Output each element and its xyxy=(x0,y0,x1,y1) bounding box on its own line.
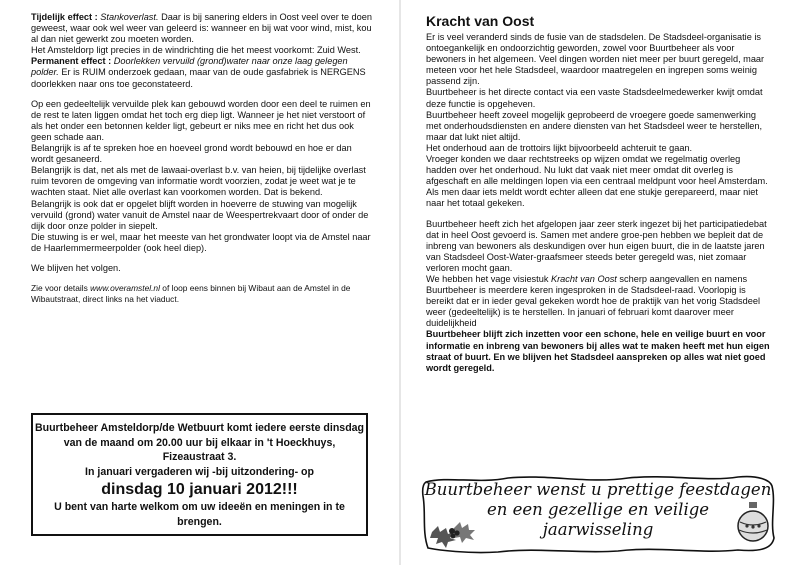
meeting-date: dinsdag 10 januari 2012!!! xyxy=(101,481,298,499)
vision-paragraph: We hebben het vage visiestuk Kracht van Oost scherp aangevallen en namens Buurtbeheer is meerdere keren ingesproken in de Stadsdeel-raad. Voorlopig is bereikt dat er in ieder geval gekeken wordt hoe de praktijk van het vorig Stadsdeel weer (gedeeltelijk) is te herstellen. In januari of februari komt daarover meer duidelijkheid xyxy=(426,273,761,329)
cooperation-paragraph: Buurtbeheer heeft zoveel mogelijk geprobeerd de vroegere goede samenwerking met onderhoudsdiensten en andere diensten van het Stadsdeel weer te herstellen, maar dat lukt niet altijd. xyxy=(426,109,763,142)
right-column xyxy=(426,12,770,374)
permanent-effect-paragraph: Permanent effect : Doorlekken vervuild (grond)water naar onze laag gelegen polder. Er is RUIM onderzoek gedaan, maar van de oude gasfabriek is NERGENS doorlekken naar ons toe geconstateerd. xyxy=(31,56,366,89)
reporting-paragraph: Vroeger konden we daar rechtstreeks op wijzen omdat we regelmatig overleg hadden over het onderhoud. Nu lukt dat vaak niet meer omdat dit overleg is afgeschaft en alle meldingen lopen via een centraal meldpunt voor heel Amsterdam. Als men daar iets meldt wordt echter alleen dat ene stukje gerepareerd, maar niet naar het totaal gekeken. xyxy=(426,154,768,209)
fusion-paragraph: Er is veel veranderd sinds de fusie van de stadsdelen. De Stadsdeel-organisatie is ontoegankelijk en ondoorzichtig geworden, zowel voor Buurtbeheer als voor bewoners in het algemeen. Veel dingen worden niet meer per buurt geregeld, maar meteen voor het hele Stadsdeel, waardoor maatregelen en ingrepen soms weinig passend zijn. xyxy=(426,32,765,87)
holiday-greeting: Buurtbeheer wenst u prettige feestdagen en een gezellige en veilige jaarwisseling xyxy=(424,480,772,539)
meeting-schedule-text: Buurtbeheer Amsteldorp/de Wetbuurt komt iedere eerste dinsdag van de maand om 20.00 uur bij elkaar in 't Hoeckhuys, Fizeaustraat 3. xyxy=(34,422,365,464)
contact-paragraph: Buurtbeheer is het directe contact via een vaste Stadsdeelmedewerker kwijt omdat deze functie is opgeheven. xyxy=(426,87,763,109)
wind-paragraph: Het Amsteldorp ligt precies in de windrichting die het meest voorkomt: Zuid West. xyxy=(31,45,361,56)
information-paragraph: Belangrijk is dat, net als met de lawaai-overlast b.v. van heien, bij tijdelijke overlast ruim tevoren de omgeving van informatie wordt voorzien, zodat je weet wat je te wachten staat. Niet alle overlast kan voorkomen worden. Dat is bekend. xyxy=(31,165,366,198)
temporary-effect-paragraph: Tijdelijk effect : Stankoverlast. Daar is bij sanering elders in Oost veel over te doen geweest, waar ook wel weer van geleerd is: wanneer en bij wat voor wind, mist, kou al dan niet gewerkt zou moeten worden. xyxy=(31,12,372,45)
website-link[interactable]: www.overamstel.nl xyxy=(90,283,160,294)
polluted-site-paragraph: Op een gedeeltelijk vervuilde plek kan gebouwd worden door een deel te ruimen en de rest te laten liggen omdat het toch erg diep ligt. Wanneer je het niet verstoort of als het onder een betonnen kelder ligt, gebeurt er niks mee en richt het dus ook geen schade aan. xyxy=(31,98,371,142)
follow-up-paragraph: We blijven het volgen. xyxy=(31,262,121,273)
agreement-paragraph: Belangrijk is af te spreken hoe en hoeveel grond wordt bebouwd en hoe er dan wordt gesaneerd. xyxy=(31,143,352,165)
details-paragraph: Zie voor details www.overamstel.nl of loop eens binnen bij Wibaut aan de Amstel in de Wibautstraat, direct links na het viaduct. xyxy=(31,283,351,304)
welcome-text: U bent van harte welkom om uw ideeën en meningen in te brengen. xyxy=(54,501,345,528)
holiday-banner xyxy=(418,472,778,556)
meeting-announcement-box xyxy=(31,413,368,536)
stuwing-paragraph: Die stuwing is er wel, maar het meeste van het grondwater loopt via de Amstel naar de Haarlemmermeerpolder (ook heel diep). xyxy=(31,231,371,253)
participation-paragraph: Buurtbeheer heeft zich het afgelopen jaar zeer sterk ingezet bij het participatiedebat dat in heel Oost gevoerd is. Samen met andere groe-pen hebben we bepleit dat de inbreng van bewoners als deskundigen over hun eigen buurt, die in de laatste jaren van Stadsdeel Oost-Water-graafsmeer steeds beter geregeld was, niet zomaar verloren mocht gaan. xyxy=(426,218,767,273)
maintenance-paragraph: Het onderhoud aan de trottoirs lijkt bijvoorbeeld achteruit te gaan. xyxy=(426,142,693,153)
groundwater-paragraph: Belangrijk is ook dat er opgelet blijft worden in hoeverre de stuwing van mogelijk vervuild (grond) water vanuit de Amstel naar de Weespertrekvaart door of onder de dijk door onze polder in siepelt. xyxy=(31,198,369,231)
article-title: Kracht van Oost xyxy=(426,13,535,29)
january-exception-text: In januari vergaderen wij -bij uitzondering- op xyxy=(85,465,314,478)
commitment-paragraph: Buurtbeheer blijft zich inzetten voor een schone, hele en veilige buurt en voor informatie en inbreng van bewoners bij alles wat te maken heeft met hun eigen straat of buurt. En we blijven het Stadsdeel aanspreken op alles wat niet goed wordt geregeld. xyxy=(426,329,770,373)
left-column xyxy=(31,12,376,304)
